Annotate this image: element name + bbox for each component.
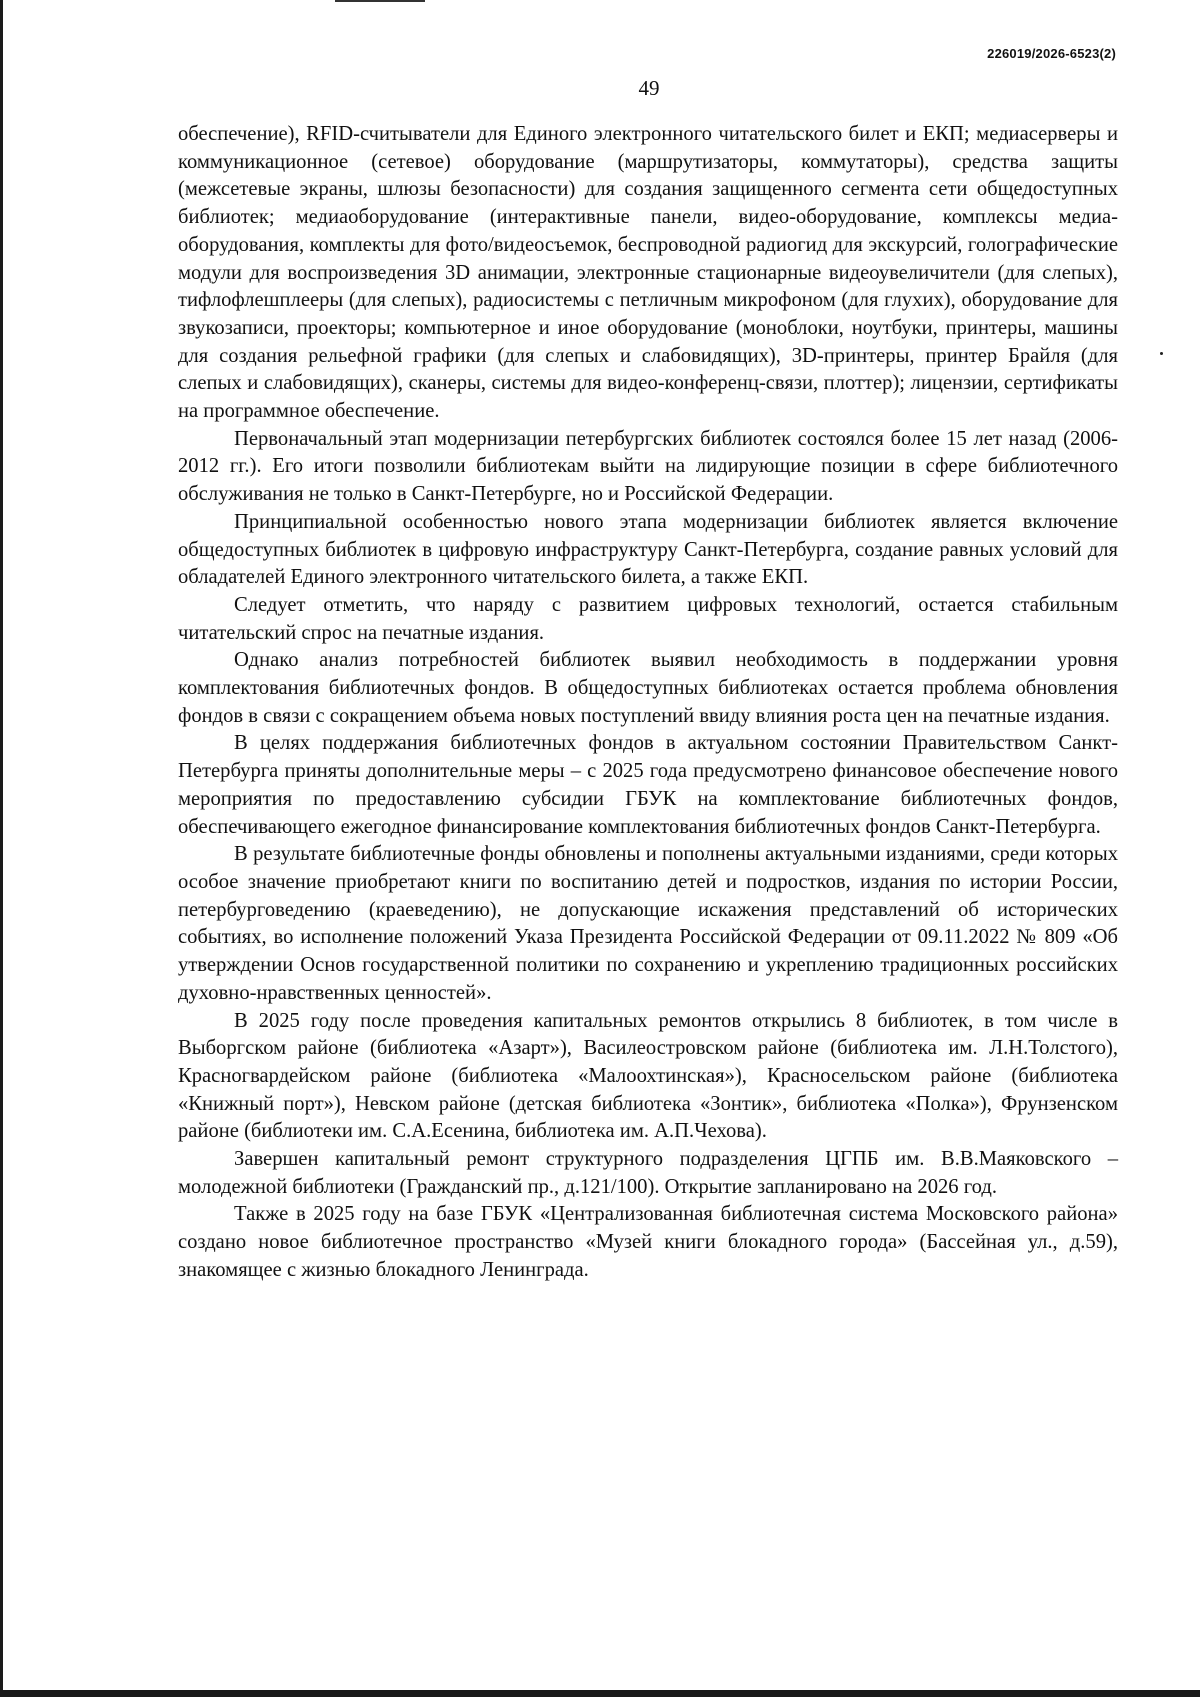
- paragraph: Первоначальный этап модернизации петербургских библиотек состоялся более 15 лет назад (2006-2012 гг.). Его итоги позволили библиотекам выйти на лидирующие позиции в сфере библиотечного обслуживания не только в Санкт-Петербурге, но и Российской Федерации.: [178, 427, 1118, 506]
- page-number: 49: [638, 76, 660, 100]
- paragraph: Также в 2025 году на базе ГБУК «Централизованная библиотечная система Московского района» создано новое библиотечное пространство «Музей книги блокадного города» (Бассейная ул., д.59), знакомящее с жизнью блокадного Ленинграда.: [178, 1203, 1118, 1281]
- paragraph: Однако анализ потребностей библиотек выявил необходимость в поддержании уровня комплектования библиотечных фондов. В общедоступных библиотеках остается проблема обновления фондов в связи с сокращением объема новых поступлений ввиду влияния роста цен на печатные издания.: [178, 649, 1118, 727]
- paragraph: Завершен капитальный ремонт структурного подразделения ЦГПБ им. В.В.Маяковского – молодежной библиотеки (Гражданский пр., д.121/100). Открытие запланировано на 2026 год.: [178, 1148, 1118, 1198]
- page-edge-left: [0, 0, 3, 1697]
- paragraph: В целях поддержания библиотечных фондов в актуальном состоянии Правительством Санкт-Петербурга приняты дополнительные меры – с 2025 года предусмотрено финансовое обеспечение нового мероприятия по предоставлению субсидии ГБУК на комплектование библиотечных фондов, обеспечивающего ежегодное финансирование комплектования библиотечных фондов Санкт-Петербурга.: [178, 732, 1118, 838]
- page-edge-top-mark: [335, 0, 425, 2]
- paragraph: Принципиальной особенностью нового этапа модернизации библиотек является включение общедоступных библиотек в цифровую инфраструктуру Санкт-Петербурга, создание равных условий для обладателей Единого электронного читательского билета, а также ЕКП.: [178, 510, 1118, 589]
- paragraph: Следует отметить, что наряду с развитием цифровых технологий, остается стабильным читательский спрос на печатные издания.: [178, 593, 1118, 644]
- paragraph: В результате библиотечные фонды обновлены и пополнены актуальными изданиями, среди которых особое значение приобретают книги по воспитанию детей и подростков, издания по истории России, петербурговедению (краеведению), не допускающие искажения представлений об исторических событиях, во исполнение положений Указа Президента Российской Федерации от 09.11.2022 № 809 «Об утверждении Основ государственной политики по сохранению и укреплению традиционных российских духовно-нравственных ценностей».: [178, 843, 1118, 1004]
- scan-speck: [1160, 352, 1163, 355]
- document-body: [178, 121, 1118, 1285]
- page-edge-bottom: [0, 1690, 1200, 1697]
- paragraph: В 2025 году после проведения капитальных ремонтов открылись 8 библиотек, в том числе в Выборгском районе (библиотека «Азарт»), Василеостровском районе (библиотека им. Л.Н.Толстого), Красногвардейском районе (библиотека «Малоохтинская»), Красносельском районе (библиотека «Книжный порт»), Невском районе (детская библиотека «Зонтик», библиотека «Полка»), Фрунзенском районе (библиотеки им. С.А.Есенина, библиотека им. А.П.Чехова).: [178, 1009, 1118, 1143]
- document-id: 226019/2026-6523(2): [987, 46, 1116, 61]
- paragraph: обеспечение), RFID-считыватели для Единого электронного читательского билет и ЕКП; медиасерверы и коммуникационное (сетевое) оборудование (маршрутизаторы, коммутаторы), средства защиты (межсетевые экраны, шлюзы безопасности) для создания защищенного сегмента сети общедоступных библиотек; медиаоборудование (интерактивные панели, видео-оборудование, комплексы медиа-оборудования, комплекты для фото/видеосъемок, беспроводной радиогид для экскурсий, голографические модули для воспроизведения 3D анимации, электронные стационарные видеоувеличители (для слепых), тифлофлешплееры (для слепых), радиосистемы с петличным микрофоном (для глухих), оборудование для звукозаписи, проекторы; компьютерное и иное оборудование (моноблоки, ноутбуки, принтеры, машины для создания рельефной графики (для слепых и слабовидящих), 3D-принтеры, принтер Брайля (для слепых и слабовидящих), сканеры, системы для видео-конференц-связи, плоттер); лицензии, сертификаты на программное обеспечение.: [178, 123, 1118, 423]
